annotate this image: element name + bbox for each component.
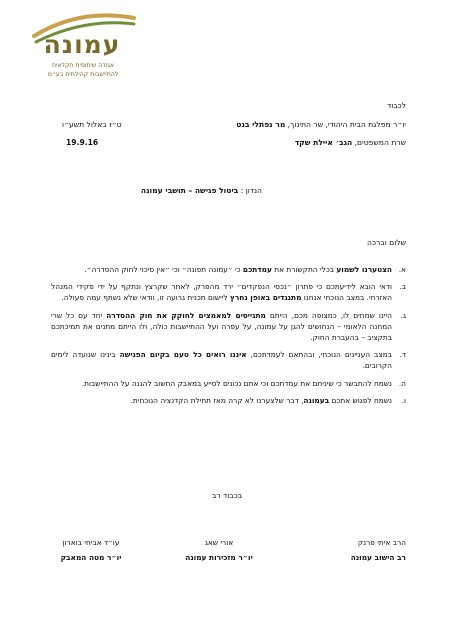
body-text: היינו שמחים לו, כמצופה מכם, הייתם bbox=[265, 310, 392, 320]
recipient-1 bbox=[236, 119, 406, 130]
list-item-marker: ה. bbox=[398, 378, 406, 388]
signatory-3-title: יו״ר מטה המאבק bbox=[60, 553, 122, 562]
signatory-1 bbox=[351, 538, 406, 562]
list-item bbox=[51, 378, 406, 389]
recipient-2-name: הגב׳ איילת שקד bbox=[294, 138, 353, 147]
list-item-marker: ו. bbox=[401, 395, 406, 405]
list-item bbox=[51, 395, 406, 406]
signatory-2 bbox=[174, 538, 264, 562]
signatory-3-name: עו״ד אביחי בוארון bbox=[62, 538, 120, 547]
emphasized-text: מתגייסים למאמצים לחוקק את חוק ההסדרה bbox=[106, 310, 266, 320]
list-item-marker: א. bbox=[398, 265, 406, 274]
date-gregorian: 19.9.16 bbox=[66, 138, 99, 147]
recipient-2 bbox=[295, 137, 406, 148]
signatory-2-title: יו״ר מזכירות עמונה bbox=[185, 553, 253, 562]
emphasized-text: איננו רואים כל טעם בקיום הפגישה bbox=[119, 350, 247, 360]
logo-wordmark: עמונה bbox=[43, 30, 121, 59]
list-item bbox=[51, 349, 406, 371]
body-text: ודאי הובא לידיעתכם כי פתרון ״נכסי הנפקדים״ ירד מהפרק, לאחר שקרצץ ונתקף על ידי פקידי המנהל האזרחי. במצב הנוכחי אנחנו bbox=[51, 282, 392, 303]
date-hebrew: ט״ז באלול תשע״ו bbox=[62, 120, 122, 129]
signatory-3 bbox=[36, 538, 146, 562]
to-label: לכבוד bbox=[387, 101, 406, 110]
emphasized-text: בעמונה bbox=[303, 395, 330, 405]
body-list bbox=[51, 264, 406, 412]
body-text: בינינו שנועדה לימים הקרובים. bbox=[51, 350, 392, 371]
list-item bbox=[51, 264, 406, 275]
body-text: נשמח לפגוש אתכם bbox=[329, 395, 392, 405]
body-text: נשמח להתבשר כי שיניתם את עמדתכם וכי אתם נכונים לסייע במאבק החשוב להגנה על ההתיישבות. bbox=[81, 378, 392, 388]
body-text: בכלי התקשורת את bbox=[271, 265, 337, 274]
signatory-2-name: אורי שאג bbox=[204, 538, 234, 547]
signatory-1-name: הרב איתי פרנק bbox=[357, 538, 406, 547]
subject-label: הנדון : bbox=[240, 186, 262, 195]
list-item-text bbox=[51, 310, 392, 344]
emphasized-text: מתנגדים באופן נחרץ bbox=[229, 293, 302, 303]
list-item-text bbox=[51, 395, 392, 406]
list-item bbox=[51, 281, 406, 303]
subject-text: ביטול פגישה – תושבי עמונה bbox=[140, 186, 239, 195]
emphasized-text: עמדתכם bbox=[242, 265, 272, 274]
body-text: כי ״עמונה תפונה״ וכי ״אין סיכוי לחוק ההסדרה״. bbox=[84, 265, 243, 274]
recipient-1-name: מר נפתלי בנט bbox=[236, 120, 286, 129]
list-item-text bbox=[51, 281, 392, 303]
list-item-text bbox=[51, 349, 392, 371]
subject-line bbox=[141, 185, 262, 196]
list-item-marker: ג. bbox=[400, 310, 406, 320]
body-text: במצב העניינים הנוכחי, ובהתאם לעמדתכם, bbox=[246, 350, 392, 360]
list-item-text bbox=[51, 264, 392, 275]
body-text: יחד עם כל שרי המחנה הלאומי – הנחושים להגן על עמונה, על עפרה ועל ההתיישבות כולה, ולו הייתם מתנים את תמיכתכם בתקציב – בהעברת החוק. bbox=[51, 310, 392, 343]
closing: בכבוד רב bbox=[212, 491, 243, 500]
greeting: שלום וברכה bbox=[367, 238, 406, 247]
logo-tagline-2: להתיישבות קהילתית בע״מ bbox=[47, 71, 119, 78]
logo-tagline-1: אגודה שיתופית חקלאית bbox=[51, 62, 115, 69]
signatory-1-title: רב הישוב עמונה bbox=[350, 553, 406, 562]
body-text: , דבר שלצערנו לא קרה מאז תחילת הקדנציה הנוכחית. bbox=[130, 395, 304, 405]
recipient-1-role: יו״ר מפלגת הבית היהודי, שר החינוך, bbox=[287, 120, 406, 129]
list-item-marker: ד. bbox=[399, 350, 406, 360]
emphasized-text: הצטערנו לשמוע bbox=[336, 265, 392, 274]
list-item bbox=[51, 310, 406, 344]
list-item-marker: ב. bbox=[399, 282, 406, 292]
list-item-text bbox=[51, 378, 392, 389]
body-text: ליישום תכנית גרועה זו, וודאי שלא נשתף עמה פעולה. bbox=[61, 293, 230, 303]
recipient-2-role: שרת המשפטים, bbox=[354, 138, 406, 147]
